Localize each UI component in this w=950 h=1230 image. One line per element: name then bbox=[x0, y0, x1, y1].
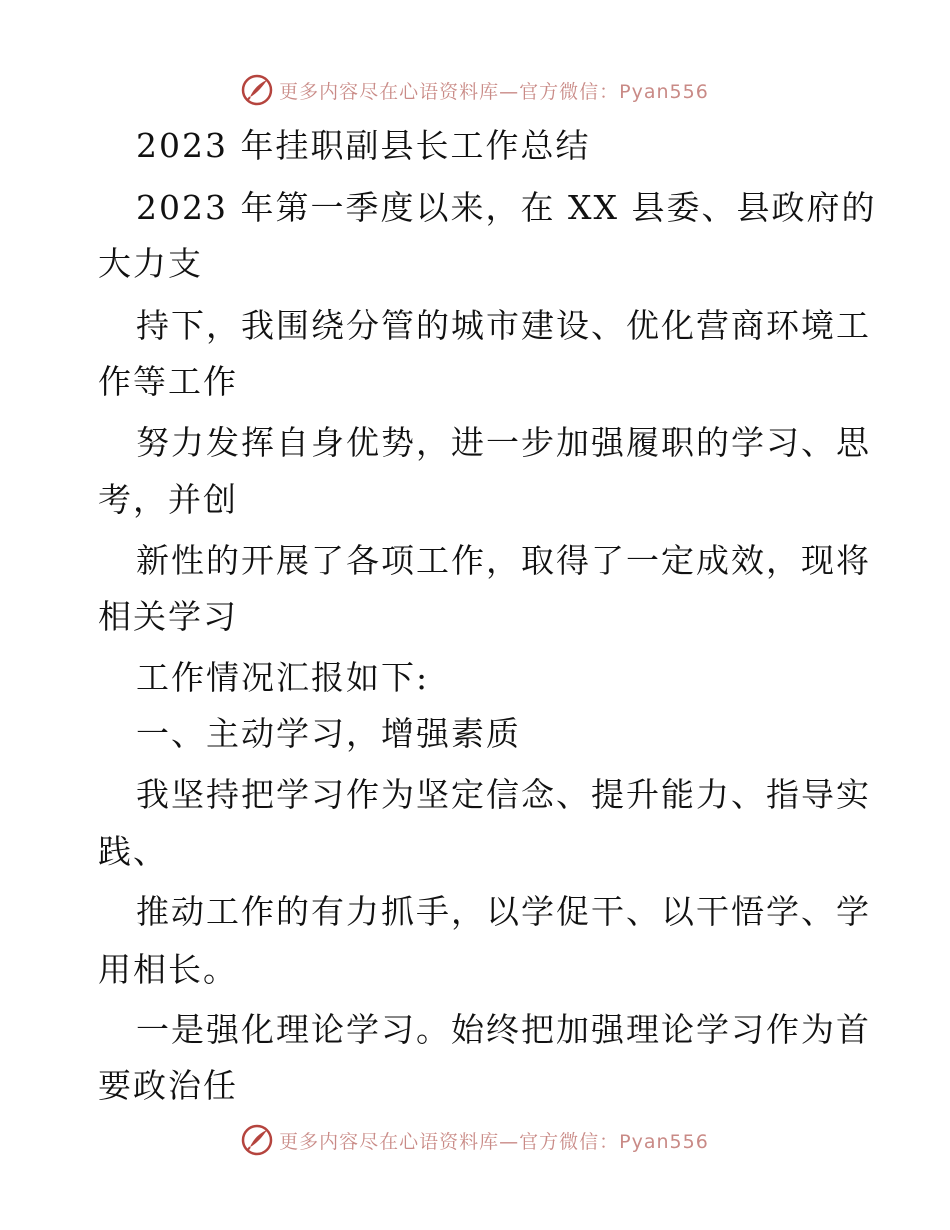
document-line: 大力支 bbox=[98, 244, 203, 283]
document-line: 努力发挥自身优势，进一步加强履职的学习、思 bbox=[136, 423, 871, 462]
document-line: 2023 年第一季度以来，在 XX 县委、县政府的 bbox=[136, 188, 877, 227]
document-line: 新性的开展了各项工作，取得了一定成效，现将 bbox=[136, 541, 871, 580]
footer-banner bbox=[0, 1120, 950, 1160]
footer-banner-text: 更多内容尽在心语资料库—官方微信：Pyan556 bbox=[279, 1130, 709, 1153]
document-line: 考，并创 bbox=[98, 480, 238, 519]
document-line: 要政治任 bbox=[98, 1066, 238, 1105]
header-banner-text: 更多内容尽在心语资料库—官方微信：Pyan556 bbox=[279, 80, 709, 103]
document-line: 一、主动学习，增强素质 bbox=[136, 714, 521, 753]
document-line: 我坚持把学习作为坚定信念、提升能力、指导实 bbox=[136, 775, 871, 814]
header-banner-inner bbox=[241, 74, 709, 106]
quill-logo-icon bbox=[241, 74, 273, 106]
document-line: 工作情况汇报如下: bbox=[136, 658, 430, 697]
document-line: 2023 年挂职副县长工作总结 bbox=[136, 126, 591, 165]
document-line: 用相长。 bbox=[98, 950, 238, 989]
footer-banner-inner bbox=[241, 1124, 709, 1156]
header-banner bbox=[0, 70, 950, 110]
document-line: 作等工作 bbox=[98, 362, 238, 401]
quill-logo-icon bbox=[241, 1124, 273, 1156]
document-line: 相关学习 bbox=[98, 597, 238, 636]
document-line: 践、 bbox=[98, 832, 168, 871]
document-line: 推动工作的有力抓手，以学促干、以干悟学、学 bbox=[136, 892, 871, 931]
document-line: 一是强化理论学习。始终把加强理论学习作为首 bbox=[136, 1010, 871, 1049]
document-line: 持下，我围绕分管的城市建设、优化营商环境工 bbox=[136, 306, 871, 345]
